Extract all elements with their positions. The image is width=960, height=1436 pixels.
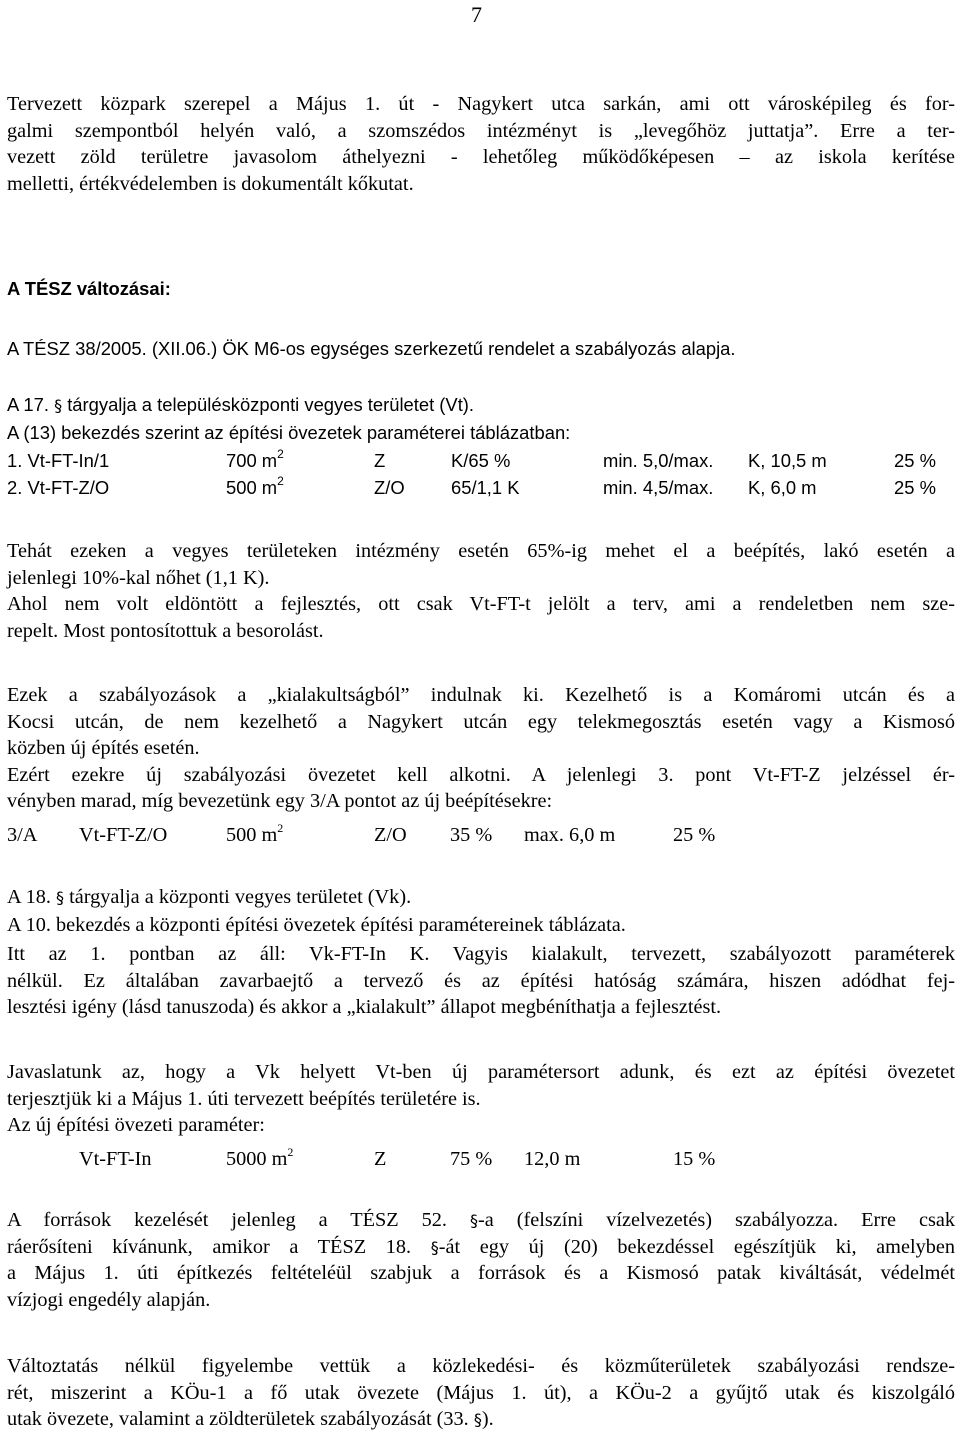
proposal-paragraph xyxy=(7,1059,955,1139)
section-symbol: § xyxy=(473,1410,482,1429)
intro-paragraph xyxy=(7,91,955,197)
zone-num: 3/A xyxy=(7,824,38,846)
zone-area: 5000 $m^2$ xyxy=(226,1145,294,1170)
zone-height: max. 6,0 m xyxy=(524,824,616,846)
zone-min: min. 4,5/max. xyxy=(603,477,714,498)
zone-height: 12,0 m xyxy=(524,1148,581,1170)
a17-text: tárgyalja a településközponti vegyes területet (Vt). xyxy=(67,394,475,415)
text-line: vényben marad, míg bevezetünk egy 3/A pontot az új beépítésekre: xyxy=(7,790,553,812)
text-line: Változtatás nélkül figyelembe vettük a közlekedési- és közműterületek szabályozási rendsze- xyxy=(7,1355,955,1377)
text-line: utak övezete, valamint a zöldterületek szabályozását (33. §). xyxy=(7,1408,494,1430)
zone-area: 700 $m^2$ xyxy=(226,447,284,471)
a10-text: bekezdés a központi építési övezetek építési paramétereinek táblázata. xyxy=(56,914,626,936)
text-line: vezett zöld területre javasolom áthelyezni - lehetőleg működőképesen – az iskola kerítése xyxy=(7,146,955,168)
text-line: ráerősíteni kívánunk, amikor a TÉSZ 18. §-át egy új (20) bekezdéssel egészítjük ki, amelyben xyxy=(7,1235,956,1258)
text-line: Ahol nem volt eldöntött a fejlesztés, ott csak Vt-FT-t jelölt a terv, ami a rendeletben nem sze- xyxy=(7,593,955,615)
zone-green: 25 % xyxy=(673,824,716,846)
text-line: terjesztjük ki a Május 1. úti tervezett beépítés területére is. xyxy=(7,1087,481,1110)
zone-area: 500 $m^2$ xyxy=(226,821,284,846)
zone-type: Z xyxy=(374,450,386,471)
section-symbol: § xyxy=(56,888,65,907)
mixed-zone-paragraph xyxy=(7,538,955,644)
text-line: repelt. Most pontosítottuk a besorolást. xyxy=(7,619,324,642)
text-line: Az új építési övezeti paraméter: xyxy=(7,1114,265,1136)
zone-ratio: 65/1,1 K xyxy=(451,477,520,498)
a10-line xyxy=(7,912,955,939)
regulation-paragraph xyxy=(7,682,955,815)
zone-ratio: 35 % xyxy=(450,824,493,846)
text-line: nélkül. Ez általában zavarbaejtő a tervező és az építési hatóság számára, hiszen adódhat fej- xyxy=(7,969,955,992)
zone-min: min. 5,0/max. xyxy=(603,450,714,471)
a13-line: A (13) bekezdés szerint az építési övezetek paraméterei táblázatban: xyxy=(7,422,571,443)
a18-line xyxy=(7,884,955,912)
a18-text: tárgyalja a központi vegyes területet (Vk). xyxy=(69,886,412,908)
zone-green: 25 % xyxy=(894,450,936,471)
text-line: galmi szempontból helyén való, a szomszédos intézményt is „levegőhöz juttatja”. Erre a ter- xyxy=(7,119,955,142)
zone-green: 25 % xyxy=(894,477,936,498)
section-symbol: § xyxy=(430,1237,439,1257)
section-symbol: § xyxy=(54,396,63,415)
zone-ratio: 75 % xyxy=(450,1148,493,1170)
table-row-3a xyxy=(7,821,955,851)
zone-type: Z/O xyxy=(374,477,405,498)
text-line: a Május 1. úti építkezés feltételéül szabjuk a források és a Kismosó patak kiváltását, védelmét xyxy=(7,1262,955,1284)
zone-name: 2. Vt-FT-Z/O xyxy=(7,477,110,498)
zone-name: Vt-FT-In xyxy=(79,1148,152,1170)
vk-paragraph xyxy=(7,941,955,1021)
traffic-paragraph xyxy=(7,1353,955,1433)
a17-line xyxy=(7,392,955,420)
zone-height: K, 10,5 m xyxy=(748,450,827,471)
zone-type: Z xyxy=(374,1148,387,1170)
text-line: Ezek a szabályozások a „kialakultságból” indulnak ki. Kezelhető is a Komáromi utcán és a xyxy=(7,684,955,706)
table-row xyxy=(7,447,955,477)
text-line: melletti, értékvédelemben is dokumentált kőkutat. xyxy=(7,172,414,195)
tesz-38-line: A TÉSZ 38/2005. (XII.06.) ÖK M6-os egységes szerkezetű rendelet a szabályozás alapja. xyxy=(7,338,736,359)
text-line: jelenlegi 10%-kal nőhet (1,1 K). xyxy=(7,566,270,589)
text-line: Kocsi utcán, de nem kezelhető a Nagykert utcán egy telekmegosztás esetén vagy a Kismosó xyxy=(7,710,955,733)
table-row-new xyxy=(7,1145,955,1175)
text-line: lesztési igény (lásd tanuszoda) és akkor a „kialakult” állapot megbéníthatja a fejlesztést. xyxy=(7,996,722,1018)
text-line: Tervezett közpark szerepel a Május 1. út - Nagykert utca sarkán, ami ott városképileg és for- xyxy=(7,93,955,115)
text-line: Ezért ezekre új szabályozási övezetet kell alkotni. A jelenlegi 3. pont Vt-FT-Z jelzéssel ér- xyxy=(7,763,955,786)
text-line: közben új építés esetén. xyxy=(7,737,200,759)
text-line: A források kezelését jelenleg a TÉSZ 52. §-a (felszíni vízelvezetés) szabályozza. Erre csak xyxy=(7,1209,955,1231)
zone-area: 500 $m^2$ xyxy=(226,474,284,498)
page-number: 7 xyxy=(471,2,482,27)
text-line: Itt az 1. pontban az áll: Vk-FT-In K. Vagyis kialakult, tervezett, szabályozott paraméterek xyxy=(7,943,955,965)
text-line: rét, miszerint a KÖu-1 a fő utak övezete (Május 1. út), a KÖu-2 a gyűjtő utak és kiszolgáló xyxy=(7,1381,955,1404)
a18-prefix: A 18. xyxy=(7,886,51,908)
a10-prefix: A 10. xyxy=(7,914,51,936)
section-symbol: § xyxy=(470,1211,479,1230)
a17-prefix: A 17. xyxy=(7,394,49,415)
zone-green: 15 % xyxy=(673,1148,716,1170)
zone-type: Z/O xyxy=(374,824,407,846)
text-line: Javaslatunk az, hogy a Vk helyett Vt-ben új paramétersort adunk, és ezt az építési övezetet xyxy=(7,1061,955,1083)
zone-name: Vt-FT-Z/O xyxy=(79,824,168,846)
tesz-heading: A TÉSZ változásai: xyxy=(7,278,171,299)
text-line: vízjogi engedély alapján. xyxy=(7,1288,211,1311)
zone-name: 1. Vt-FT-In/1 xyxy=(7,450,110,471)
springs-paragraph xyxy=(7,1207,955,1313)
text-line: Tehát ezeken a vegyes területeken intézmény esetén 65%-ig mehet el a beépítés, lakó esetén a xyxy=(7,540,955,562)
table-row xyxy=(7,474,955,504)
zone-height: K, 6,0 m xyxy=(748,477,817,498)
zone-ratio: K/65 % xyxy=(451,450,511,471)
